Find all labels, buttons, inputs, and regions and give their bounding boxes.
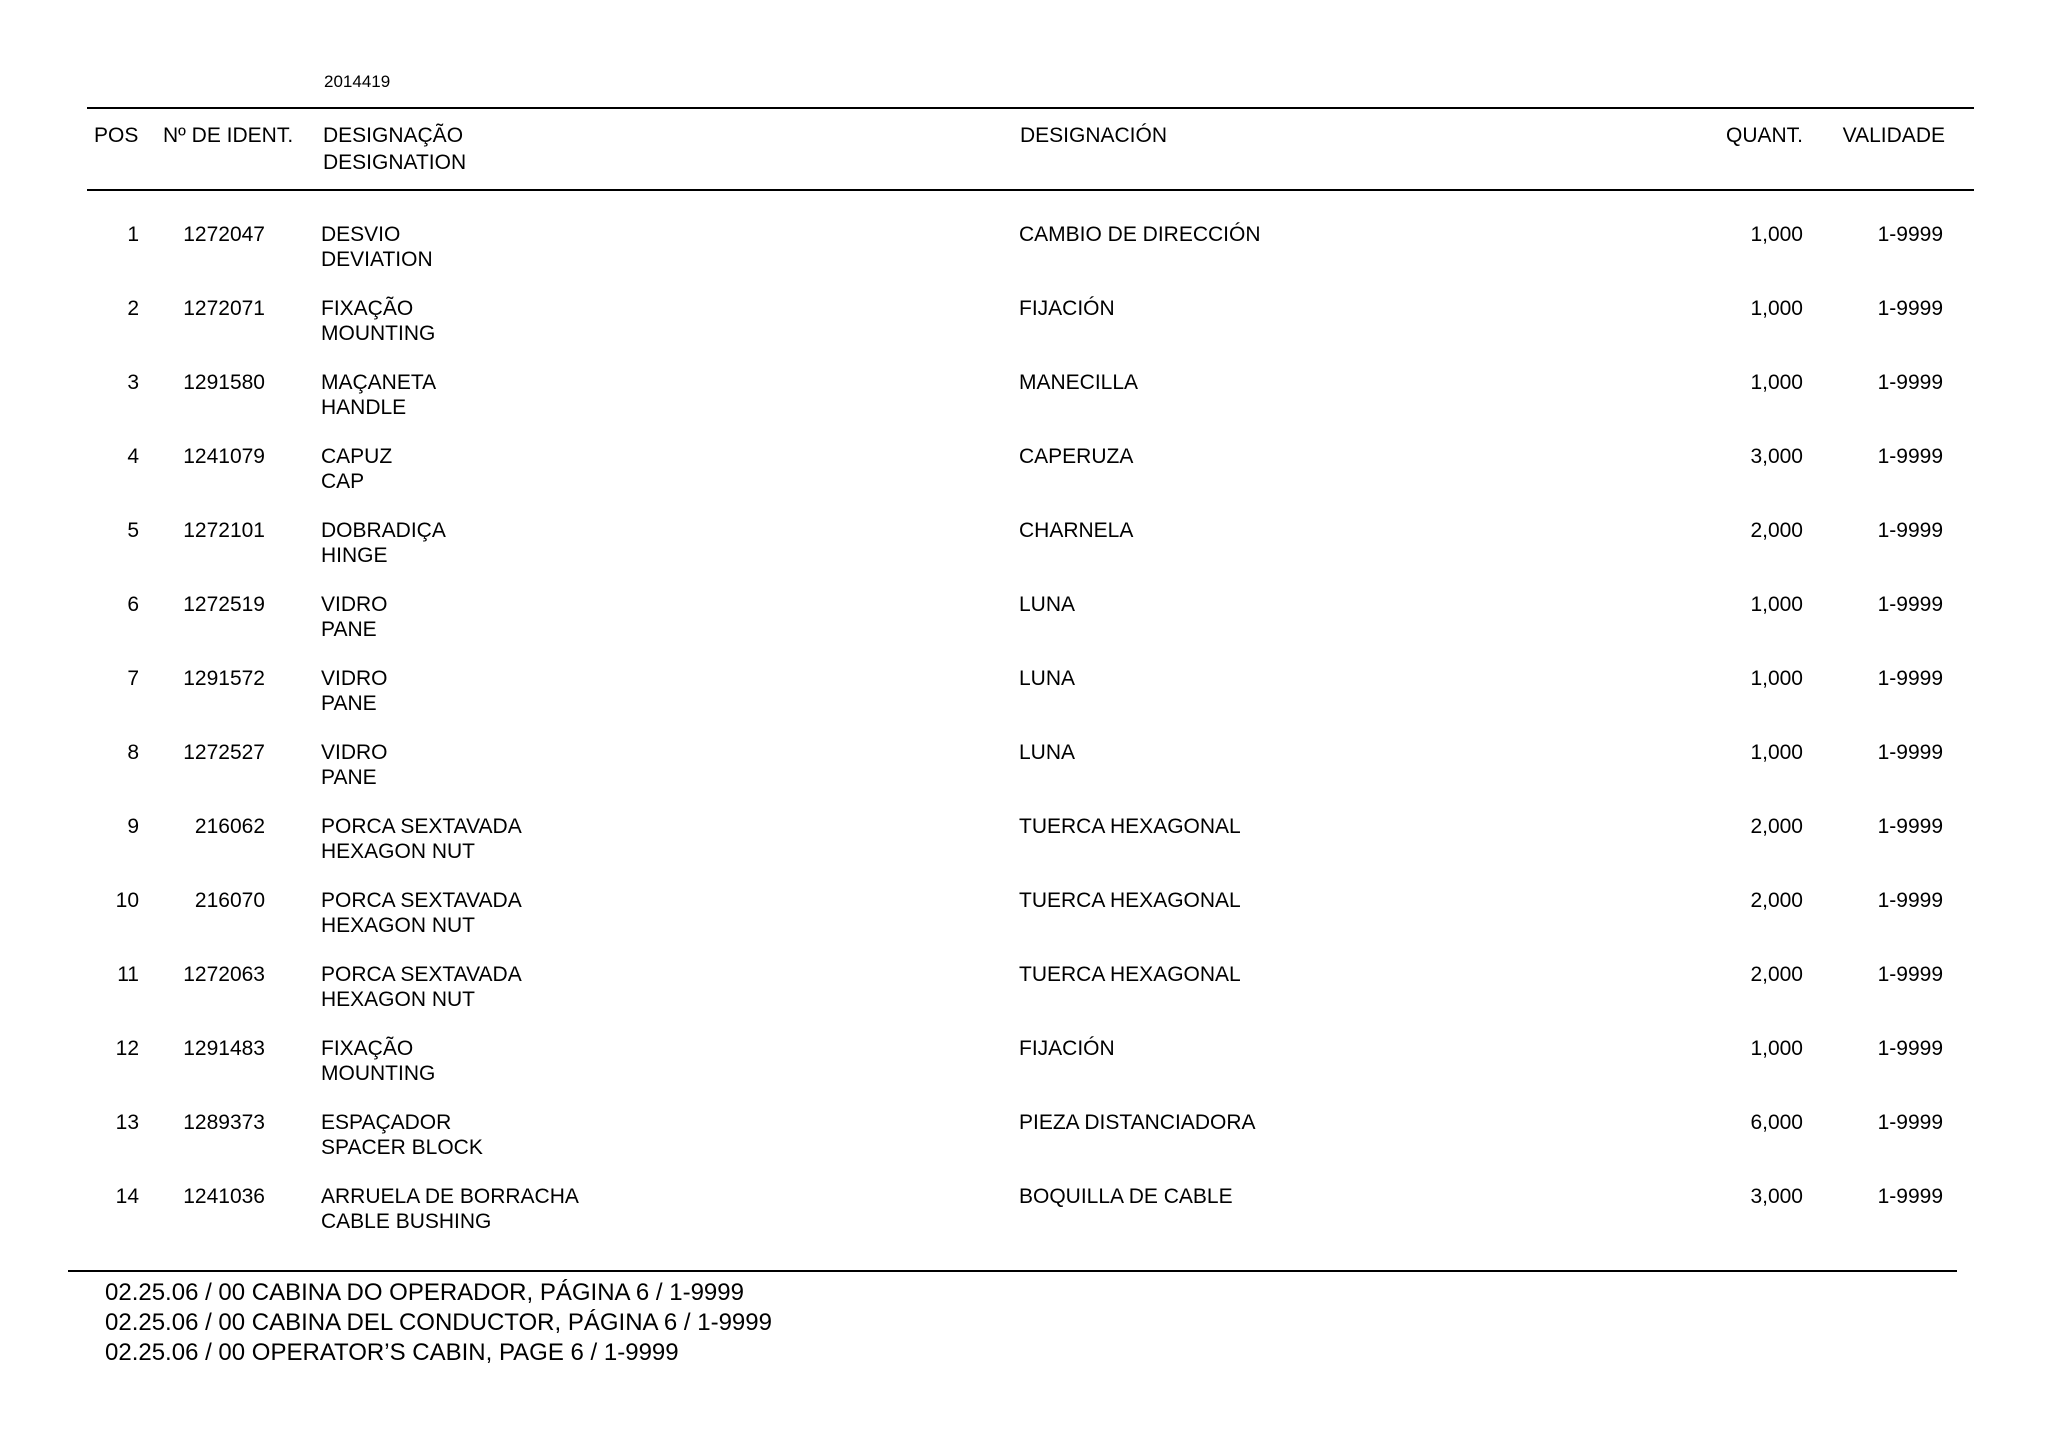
row-designation-pt: VIDRO — [321, 667, 388, 690]
column-header-ident: Nº DE IDENT. — [163, 124, 294, 147]
row-designation-en: MOUNTING — [321, 1062, 436, 1085]
row-pos: 6 — [127, 593, 139, 616]
table-row — [0, 1036, 2048, 1110]
row-designation-es: TUERCA HEXAGONAL — [1019, 815, 1241, 838]
row-designation-pt: FIXAÇÃO — [321, 297, 414, 320]
row-ident: 1272063 — [183, 963, 265, 986]
row-designation-pt: PORCA SEXTAVADA — [321, 889, 522, 912]
document-id: 2014419 — [324, 72, 391, 91]
row-ident: 1272047 — [183, 223, 265, 246]
row-designation-en: PANE — [321, 618, 377, 641]
row-designation-es: CHARNELA — [1019, 519, 1134, 542]
row-designation-en: SPACER BLOCK — [321, 1136, 483, 1159]
row-quantity: 2,000 — [1750, 889, 1803, 912]
row-pos: 11 — [117, 963, 139, 986]
header-top-rule — [87, 107, 1974, 109]
row-ident: 1272101 — [183, 519, 265, 542]
table-row — [0, 222, 2048, 296]
row-ident: 1291483 — [183, 1037, 265, 1060]
row-pos: 4 — [127, 445, 139, 468]
table-row — [0, 1184, 2048, 1258]
row-quantity: 2,000 — [1750, 963, 1803, 986]
column-header-quantity: QUANT. — [1725, 124, 1803, 147]
row-pos: 14 — [115, 1185, 139, 1208]
row-quantity: 2,000 — [1750, 519, 1803, 542]
row-ident: 216062 — [194, 815, 265, 838]
row-quantity: 3,000 — [1750, 1185, 1803, 1208]
column-header-pos: POS — [94, 124, 139, 147]
column-header-designation-en: DESIGNATION — [323, 151, 467, 174]
row-designation-pt: FIXAÇÃO — [321, 1037, 414, 1060]
page-footer — [105, 1278, 772, 1368]
footer-line-es: 02.25.06 / 00 CABINA DEL CONDUCTOR, PÁGINA 6 / 1-9999 — [105, 1309, 772, 1336]
row-quantity: 1,000 — [1750, 371, 1803, 394]
row-validity: 1-9999 — [1877, 593, 1943, 616]
row-validity: 1-9999 — [1877, 1111, 1943, 1134]
row-designation-es: BOQUILLA DE CABLE — [1019, 1185, 1233, 1208]
row-pos: 8 — [127, 741, 139, 764]
row-designation-pt: VIDRO — [321, 741, 388, 764]
row-validity: 1-9999 — [1877, 297, 1943, 320]
table-row — [0, 814, 2048, 888]
row-designation-pt: DOBRADIÇA — [321, 519, 446, 542]
row-quantity: 2,000 — [1750, 815, 1803, 838]
row-designation-pt: PORCA SEXTAVADA — [321, 815, 522, 838]
row-pos: 9 — [127, 815, 139, 838]
row-designation-en: PANE — [321, 692, 377, 715]
row-ident: 1291572 — [183, 667, 265, 690]
row-pos: 5 — [127, 519, 139, 542]
row-designation-en: HEXAGON NUT — [321, 988, 476, 1011]
row-validity: 1-9999 — [1877, 963, 1943, 986]
row-quantity: 1,000 — [1750, 593, 1803, 616]
footer-rule — [68, 1270, 1957, 1272]
row-validity: 1-9999 — [1877, 223, 1943, 246]
row-validity: 1-9999 — [1877, 1037, 1943, 1060]
row-pos: 13 — [115, 1111, 139, 1134]
row-designation-es: PIEZA DISTANCIADORA — [1019, 1111, 1256, 1134]
row-designation-es: FIJACIÓN — [1019, 1037, 1115, 1060]
row-validity: 1-9999 — [1877, 741, 1943, 764]
column-header-designation-pt: DESIGNAÇÃO — [323, 124, 464, 147]
row-designation-en: MOUNTING — [321, 322, 436, 345]
column-header-validity: VALIDADE — [1842, 124, 1945, 147]
row-designation-en: HEXAGON NUT — [321, 914, 476, 937]
row-ident: 1241036 — [183, 1185, 265, 1208]
row-pos: 1 — [127, 223, 139, 246]
row-designation-en: DEVIATION — [321, 248, 433, 271]
row-designation-pt: DESVIO — [321, 223, 401, 246]
row-quantity: 1,000 — [1750, 667, 1803, 690]
row-ident: 1272519 — [183, 593, 265, 616]
row-designation-pt: PORCA SEXTAVADA — [321, 963, 522, 986]
row-validity: 1-9999 — [1877, 667, 1943, 690]
header-bottom-rule — [87, 189, 1974, 191]
table-row — [0, 740, 2048, 814]
row-quantity: 1,000 — [1750, 297, 1803, 320]
row-ident: 1272527 — [183, 741, 265, 764]
column-header-designation-es: DESIGNACIÓN — [1020, 124, 1168, 147]
row-pos: 3 — [127, 371, 139, 394]
row-designation-es: CAPERUZA — [1019, 445, 1134, 468]
row-pos: 7 — [127, 667, 139, 690]
table-row — [0, 1110, 2048, 1184]
row-designation-en: PANE — [321, 766, 377, 789]
footer-line-en: 02.25.06 / 00 OPERATOR’S CABIN, PAGE 6 / 1-9999 — [105, 1339, 679, 1366]
row-designation-pt: ARRUELA DE BORRACHA — [321, 1185, 579, 1208]
row-ident: 216070 — [194, 889, 265, 912]
table-row — [0, 888, 2048, 962]
row-ident: 1291580 — [183, 371, 265, 394]
row-validity: 1-9999 — [1877, 519, 1943, 542]
row-quantity: 1,000 — [1750, 741, 1803, 764]
table-row — [0, 296, 2048, 370]
table-row — [0, 666, 2048, 740]
row-designation-pt: CAPUZ — [321, 445, 393, 468]
row-quantity: 3,000 — [1750, 445, 1803, 468]
row-validity: 1-9999 — [1877, 371, 1943, 394]
row-quantity: 1,000 — [1750, 1037, 1803, 1060]
row-pos: 10 — [115, 889, 139, 912]
row-designation-es: LUNA — [1019, 741, 1076, 764]
table-row — [0, 370, 2048, 444]
row-designation-es: TUERCA HEXAGONAL — [1019, 963, 1241, 986]
column-header-designation — [323, 122, 466, 176]
row-designation-pt: VIDRO — [321, 593, 388, 616]
row-validity: 1-9999 — [1877, 445, 1943, 468]
row-designation-en: HINGE — [321, 544, 388, 567]
row-ident: 1272071 — [183, 297, 265, 320]
row-pos: 2 — [127, 297, 139, 320]
table-row — [0, 444, 2048, 518]
row-ident: 1241079 — [183, 445, 265, 468]
row-designation-es: LUNA — [1019, 593, 1076, 616]
row-designation-es: FIJACIÓN — [1019, 297, 1115, 320]
row-quantity: 6,000 — [1750, 1111, 1803, 1134]
footer-line-pt: 02.25.06 / 00 CABINA DO OPERADOR, PÁGINA 6 / 1-9999 — [105, 1279, 744, 1306]
row-pos: 12 — [115, 1037, 139, 1060]
row-validity: 1-9999 — [1877, 1185, 1943, 1208]
row-designation-en: CAP — [321, 470, 365, 493]
row-designation-en: CABLE BUSHING — [321, 1210, 492, 1233]
row-designation-es: TUERCA HEXAGONAL — [1019, 889, 1241, 912]
table-row — [0, 518, 2048, 592]
row-designation-es: MANECILLA — [1019, 371, 1139, 394]
row-ident: 1289373 — [183, 1111, 265, 1134]
table-row — [0, 592, 2048, 666]
row-designation-es: CAMBIO DE DIRECCIÓN — [1019, 223, 1261, 246]
row-designation-es: LUNA — [1019, 667, 1076, 690]
row-validity: 1-9999 — [1877, 889, 1943, 912]
row-designation-en: HANDLE — [321, 396, 407, 419]
row-validity: 1-9999 — [1877, 815, 1943, 838]
row-designation-pt: ESPAÇADOR — [321, 1111, 452, 1134]
row-quantity: 1,000 — [1750, 223, 1803, 246]
table-row — [0, 962, 2048, 1036]
row-designation-pt: MAÇANETA — [321, 371, 437, 394]
row-designation-en: HEXAGON NUT — [321, 840, 476, 863]
